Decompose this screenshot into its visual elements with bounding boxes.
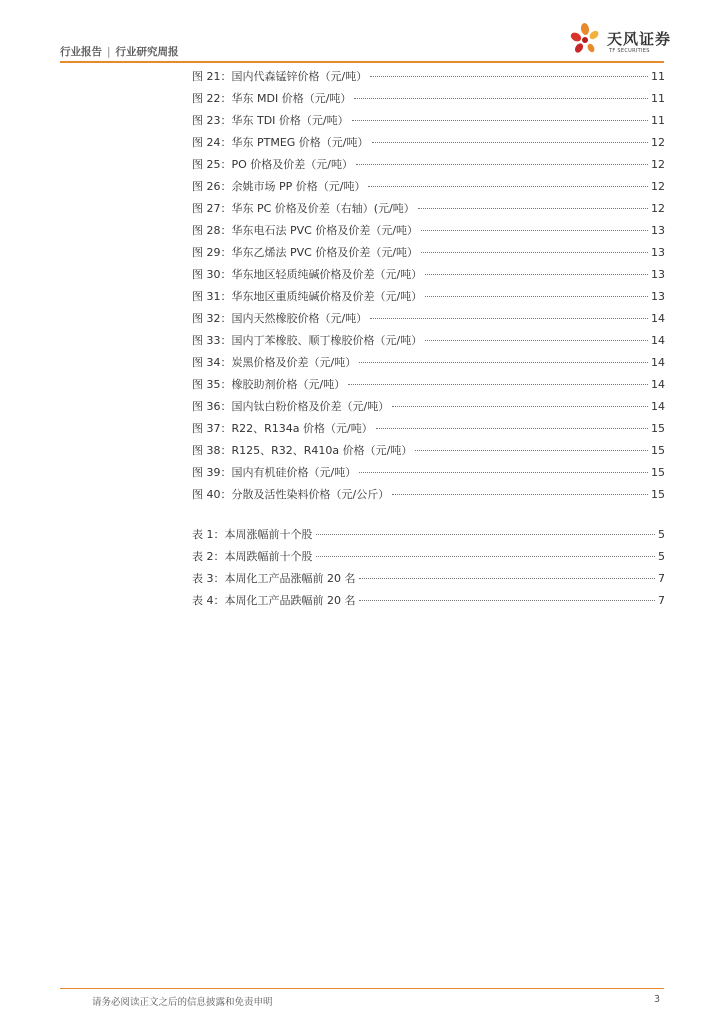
toc-figure-entry[interactable] — [192, 244, 665, 260]
toc-entry-label: 图 37：R22、R134a 价格（元/吨） — [192, 422, 373, 435]
toc-entry-page: 14 — [651, 312, 665, 325]
toc-entry-page: 13 — [651, 246, 665, 259]
toc-entry-label: 图 33：国内丁苯橡胶、顺丁橡胶价格（元/吨） — [192, 334, 423, 347]
footer-divider — [60, 988, 664, 989]
toc-entry-page: 12 — [651, 136, 665, 149]
toc-entry-page: 14 — [651, 378, 665, 391]
toc-entry-label: 图 21：国内代森锰锌价格（元/吨） — [192, 70, 368, 83]
toc-table-entry[interactable] — [192, 548, 665, 564]
toc-figure-entry[interactable] — [192, 332, 665, 348]
toc-entry-page: 7 — [658, 594, 665, 607]
toc-entry-page: 14 — [651, 356, 665, 369]
toc-leader-dots — [348, 384, 648, 385]
toc-leader-dots — [425, 340, 648, 341]
toc-leader-dots — [415, 450, 648, 451]
toc-leader-dots — [359, 472, 648, 473]
footer-disclaimer: 请务必阅读正文之后的信息披露和免责申明 — [92, 997, 273, 1008]
toc-figure-entry[interactable] — [192, 420, 665, 436]
toc-figure-entry[interactable] — [192, 112, 665, 128]
toc-leader-dots — [359, 362, 648, 363]
toc-figure-entry[interactable] — [192, 486, 665, 502]
toc-entry-page: 13 — [651, 268, 665, 281]
toc-figure-entry[interactable] — [192, 266, 665, 282]
toc-entry-page: 13 — [651, 224, 665, 237]
toc-entry-label: 图 35：橡胶助剂价格（元/吨） — [192, 378, 346, 391]
toc-entry-label: 图 28：华东电石法 PVC 价格及价差（元/吨） — [192, 224, 419, 237]
toc-entry-label: 图 23：华东 TDI 价格（元/吨） — [192, 114, 349, 127]
header-subcategory-label: 行业研究周报 — [115, 46, 179, 58]
toc-entry-label: 表 2：本周跌幅前十个股 — [192, 550, 313, 563]
toc-entry-label: 图 38：R125、R32、R410a 价格（元/吨） — [192, 444, 413, 457]
header-divider — [60, 61, 664, 63]
toc-entry-label: 图 24：华东 PTMEG 价格（元/吨） — [192, 136, 369, 149]
toc-entry-page: 5 — [658, 528, 665, 541]
toc-entry-page: 15 — [651, 488, 665, 501]
toc-entry-label: 表 3：本周化工产品涨幅前 20 名 — [192, 572, 356, 585]
toc-entry-label: 图 26：余姚市场 PP 价格（元/吨） — [192, 180, 366, 193]
toc-entry-page: 11 — [651, 92, 665, 105]
toc-leader-dots — [392, 406, 648, 407]
toc-entry-page: 5 — [658, 550, 665, 563]
toc-entry-page: 12 — [651, 202, 665, 215]
toc-figure-entry[interactable] — [192, 156, 665, 172]
toc-leader-dots — [370, 76, 648, 77]
logo-text-cn: 天风证券 — [607, 30, 672, 48]
toc-figure-entry[interactable] — [192, 200, 665, 216]
toc-leader-dots — [421, 252, 648, 253]
toc-table-entry[interactable] — [192, 570, 665, 586]
toc-entry-label: 图 39：国内有机硅价格（元/吨） — [192, 466, 357, 479]
toc-leader-dots — [316, 556, 656, 557]
toc-entry-label: 图 22：华东 MDI 价格（元/吨） — [192, 92, 352, 105]
flower-petal-logo-icon — [567, 20, 607, 60]
toc-leader-dots — [354, 98, 648, 99]
toc-entry-label: 图 36：国内钛白粉价格及价差（元/吨） — [192, 400, 390, 413]
toc-figure-entry[interactable] — [192, 464, 665, 480]
toc-figure-entry[interactable] — [192, 90, 665, 106]
toc-leader-dots — [425, 274, 648, 275]
toc-figure-entry[interactable] — [192, 354, 665, 370]
toc-leader-dots — [425, 296, 648, 297]
toc-entry-page: 12 — [651, 158, 665, 171]
toc-entry-page: 12 — [651, 180, 665, 193]
toc-entry-page: 14 — [651, 400, 665, 413]
page-header — [0, 0, 724, 62]
toc-entry-label: 表 4：本周化工产品跌幅前 20 名 — [192, 594, 356, 607]
toc-entry-label: 图 32：国内天然橡胶价格（元/吨） — [192, 312, 368, 325]
toc-entry-label: 图 25：PO 价格及价差（元/吨） — [192, 158, 353, 171]
toc-table-entry[interactable] — [192, 526, 665, 542]
toc-entry-page: 7 — [658, 572, 665, 585]
toc-leader-dots — [352, 120, 648, 121]
toc-entry-page: 15 — [651, 444, 665, 457]
toc-figure-entry[interactable] — [192, 288, 665, 304]
toc-figure-entry[interactable] — [192, 68, 665, 84]
toc-leader-dots — [376, 428, 648, 429]
header-category-label: 行业报告 — [60, 46, 102, 58]
toc-entry-label: 图 40：分散及活性染料价格（元/公斤） — [192, 488, 390, 501]
toc-leader-dots — [359, 600, 656, 601]
toc-entry-label: 表 1：本周涨幅前十个股 — [192, 528, 313, 541]
toc-entry-label: 图 34：炭黑价格及价差（元/吨） — [192, 356, 357, 369]
toc-leader-dots — [392, 494, 648, 495]
company-logo — [567, 20, 677, 60]
toc-table-entry[interactable] — [192, 592, 665, 608]
toc-entry-page: 13 — [651, 290, 665, 303]
toc-entry-page: 15 — [651, 466, 665, 479]
toc-figure-entry[interactable] — [192, 178, 665, 194]
toc-leader-dots — [359, 578, 656, 579]
toc-figure-entry[interactable] — [192, 376, 665, 392]
toc-entry-page: 11 — [651, 70, 665, 83]
toc-entry-page: 11 — [651, 114, 665, 127]
toc-leader-dots — [421, 230, 648, 231]
toc-figure-entry[interactable] — [192, 442, 665, 458]
footer-page-number: 3 — [654, 994, 661, 1005]
toc-figure-entry[interactable] — [192, 310, 665, 326]
toc-leader-dots — [370, 318, 648, 319]
toc-entry-label: 图 29：华东乙烯法 PVC 价格及价差（元/吨） — [192, 246, 419, 259]
toc-figure-entry[interactable] — [192, 222, 665, 238]
toc-leader-dots — [356, 164, 648, 165]
header-separator: | — [107, 46, 111, 58]
toc-leader-dots — [368, 186, 648, 187]
toc-leader-dots — [372, 142, 648, 143]
toc-entry-label: 图 30：华东地区轻质纯碱价格及价差（元/吨） — [192, 268, 423, 281]
toc-entry-label: 图 27：华东 PC 价格及价差（右轴）(元/吨） — [192, 202, 415, 215]
toc-leader-dots — [418, 208, 648, 209]
toc-entry-label: 图 31：华东地区重质纯碱价格及价差（元/吨） — [192, 290, 423, 303]
header-category — [60, 44, 179, 59]
toc-leader-dots — [316, 534, 656, 535]
toc-figure-entry[interactable] — [192, 134, 665, 150]
logo-text-en: TF SECURITIES — [609, 48, 650, 54]
toc-figure-entry[interactable] — [192, 398, 665, 414]
toc-entry-page: 15 — [651, 422, 665, 435]
toc-entry-page: 14 — [651, 334, 665, 347]
